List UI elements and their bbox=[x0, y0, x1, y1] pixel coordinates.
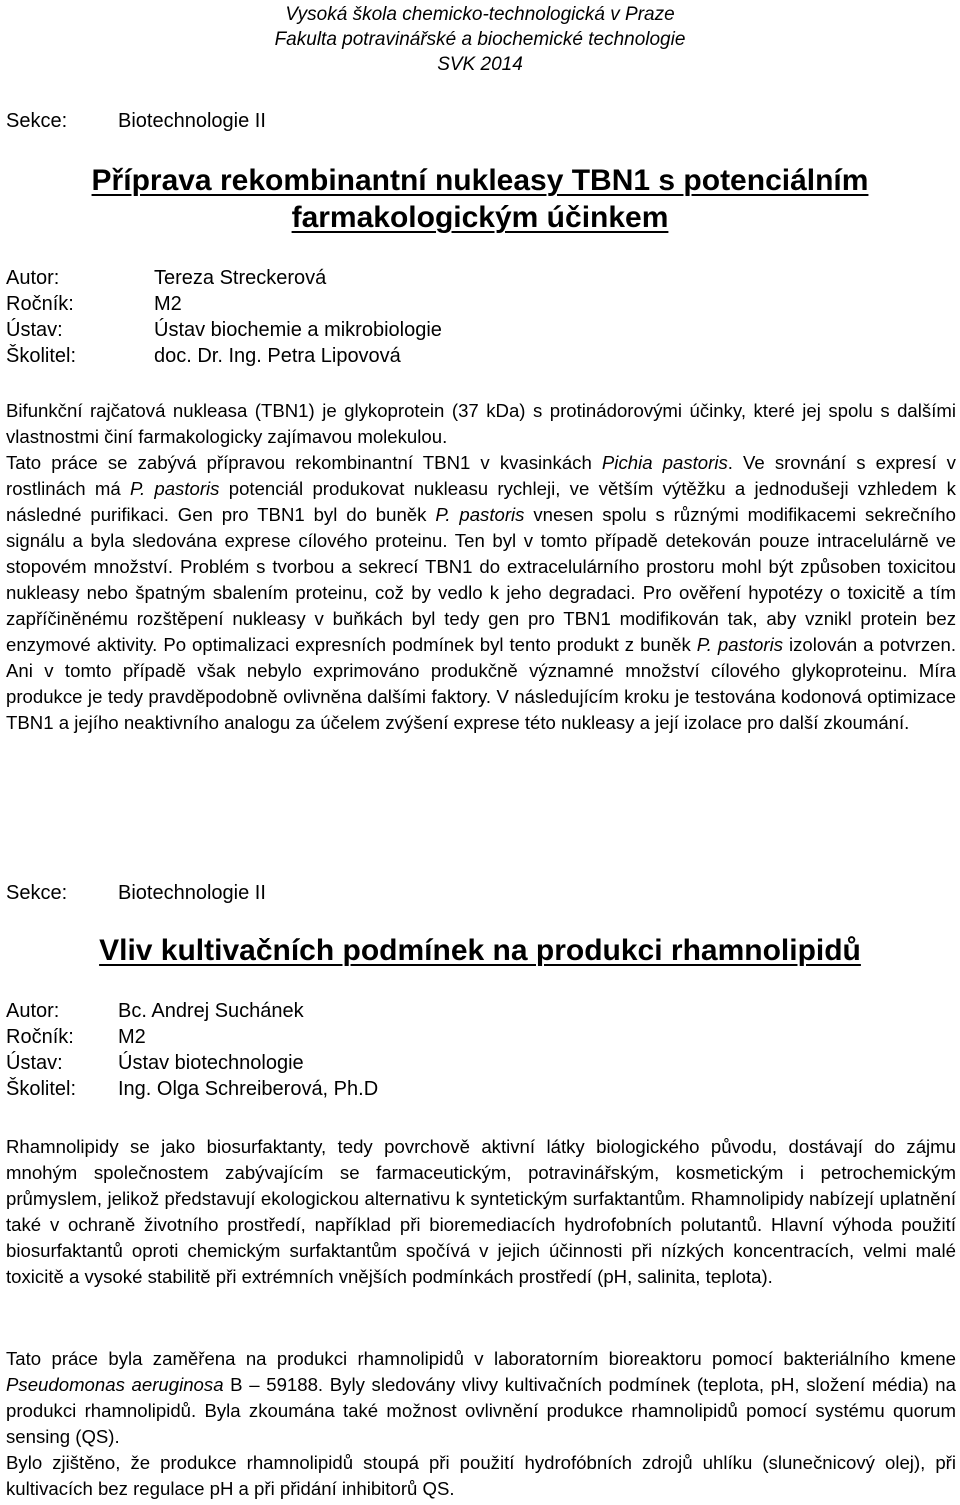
text-run: potenciál produkovat nukleasu rychleji, ve větším výtěžku a jednodušeji vzhledem k následné purifikaci. Gen pro TBN1 byl do buněk bbox=[6, 478, 956, 525]
abstract-paragraph: Bifunkční rajčatová nukleasa (TBN1) je glykoprotein (37 kDa) s protinádorovými účinky, které jej spolu s dalšími vlastnostmi činí farmakologicky zajímavou molekulou. bbox=[6, 400, 956, 447]
text-run: B – 59188. Byly sledovány vlivy kultivačních podmínek (teplota, pH, složení média) na produkci rhamnolipidů. Byla zkoumána také možnost ovlivnění produkce rhamnolipidů pomocí systému quorum sensing (QS). bbox=[6, 1374, 956, 1447]
year-value: M2 bbox=[118, 1026, 146, 1048]
author-value: Tereza Streckerová bbox=[154, 267, 327, 289]
abstract-paragraph bbox=[6, 1346, 956, 1450]
text-run: vnesen spolu s různými modifikacemi sekrečního signálu a byla sledována exprese cílového proteinu. Ten byl v tomto případě detekován pouze intracelulárně ve stopovém množství. Problém s tvorbou a sekrecí TBN1 do extracelulárního prostoru mohl být způsoben toxicitou nukleasy nebo špatným sbalením proteinu, což by vedlo k jeho degradaci. Pro ověření hypotézy o toxicitě a tím zapříčiněnému rozštěpení nukleasy v buňkách byl tedy gen pro TBN1 modifikován tak, aby vznikl protein bez enzymové aktivity. Po optimalizaci expresních podmínek byl tento produkt z buněk bbox=[6, 504, 956, 655]
conference-name: SVK 2014 bbox=[437, 54, 523, 75]
section-label: Sekce: bbox=[6, 110, 68, 132]
abstract-paragraph: Bylo zjištěno, že produkce rhamnolipidů stoupá při použití hydrofóbních zdrojů uhlíku (slunečnicový olej), při kultivacích bez regulace pH a při přidání inhibitorů QS. bbox=[6, 1452, 956, 1499]
text-run: izolován a potvrzen. Ani v tomto případě však nebylo exprimováno produkčně významné množství cílového glykoproteinu. Míra produkce je tedy pravděpodobně ovlivněna dalšími faktory. V následujícím kroku je testována kodonová optimizace TBN1 a jejího neaktivního analogu za účelem zvýšení exprese této nukleasy a její izolace pro další zkoumání. bbox=[6, 634, 956, 733]
section-value: Biotechnologie II bbox=[118, 882, 266, 904]
text-run: Tato práce byla zaměřena na produkci rhamnolipidů v laboratorním bioreaktoru pomocí bakteriálního kmene bbox=[6, 1348, 956, 1369]
supervisor-label: Školitel: bbox=[6, 345, 77, 367]
section-value: Biotechnologie II bbox=[118, 110, 266, 132]
author-label: Autor: bbox=[6, 1000, 60, 1022]
author-label: Autor: bbox=[6, 267, 60, 289]
article-title bbox=[0, 162, 960, 236]
abstract-paragraph: Rhamnolipidy se jako biosurfaktanty, tedy povrchově aktivní látky biologického původu, dostávají do zájmu mnohým společnostem zabývajícím se farmaceutickým, potravinářským, kosmetickým i petrochemickým průmyslem, jelikož představují ekologickou alternativu k syntetickým surfaktantům. Rhamnolipidy nabízejí uplatnění také v ochraně životního prostředí, například při bioremediacích hydrofobních polutantů. Hlavní výhoda použití biosurfaktantů oproti chemickým surfaktantům spočívá v jejich účinnosti při nízkých koncentracích, velmi malé toxicitě a vysoké stabilitě při extrémních vnějších podmínkách prostředí (pH, salinita, teplota). bbox=[6, 1136, 956, 1287]
species-name: P. pastoris bbox=[696, 634, 783, 655]
supervisor-value: doc. Dr. Ing. Petra Lipovová bbox=[154, 345, 401, 367]
text-run: . Ve srovnání s expresí v rostlinách má bbox=[6, 452, 956, 499]
year-value: M2 bbox=[154, 293, 182, 315]
supervisor-value: Ing. Olga Schreiberová, Ph.D bbox=[118, 1078, 379, 1100]
abstract-paragraph bbox=[6, 450, 956, 736]
species-name: Pseudomonas aeruginosa bbox=[6, 1374, 224, 1395]
institute-value: Ústav biotechnologie bbox=[118, 1052, 304, 1074]
section-label: Sekce: bbox=[6, 882, 68, 904]
author-info bbox=[6, 265, 706, 375]
article-title: Vliv kultivačních podmínek na produkci rhamnolipidů bbox=[99, 934, 861, 967]
institute-label: Ústav: bbox=[6, 319, 63, 341]
author-value: Bc. Andrej Suchánek bbox=[118, 1000, 304, 1022]
species-name: P. pastoris bbox=[129, 478, 220, 499]
species-name: Pichia pastoris bbox=[601, 452, 728, 473]
year-label: Ročník: bbox=[6, 1026, 74, 1048]
university-name: Vysoká škola chemicko-technologická v Praze bbox=[285, 4, 675, 25]
supervisor-label: Školitel: bbox=[6, 1078, 77, 1100]
year-label: Ročník: bbox=[6, 293, 74, 315]
author-info bbox=[6, 998, 706, 1108]
article-title-line: farmakologickým účinkem bbox=[291, 201, 669, 234]
faculty-name: Fakulta potravinářské a biochemické technologie bbox=[274, 29, 686, 50]
institute-label: Ústav: bbox=[6, 1052, 63, 1074]
institute-value: Ústav biochemie a mikrobiologie bbox=[154, 319, 442, 341]
species-name: P. pastoris bbox=[435, 504, 525, 525]
article-title-line: Příprava rekombinantní nukleasy TBN1 s potenciálním bbox=[91, 164, 869, 197]
document-header bbox=[0, 2, 960, 77]
text-run: Tato práce se zabývá přípravou rekombinantní TBN1 v kvasinkách bbox=[6, 452, 602, 473]
